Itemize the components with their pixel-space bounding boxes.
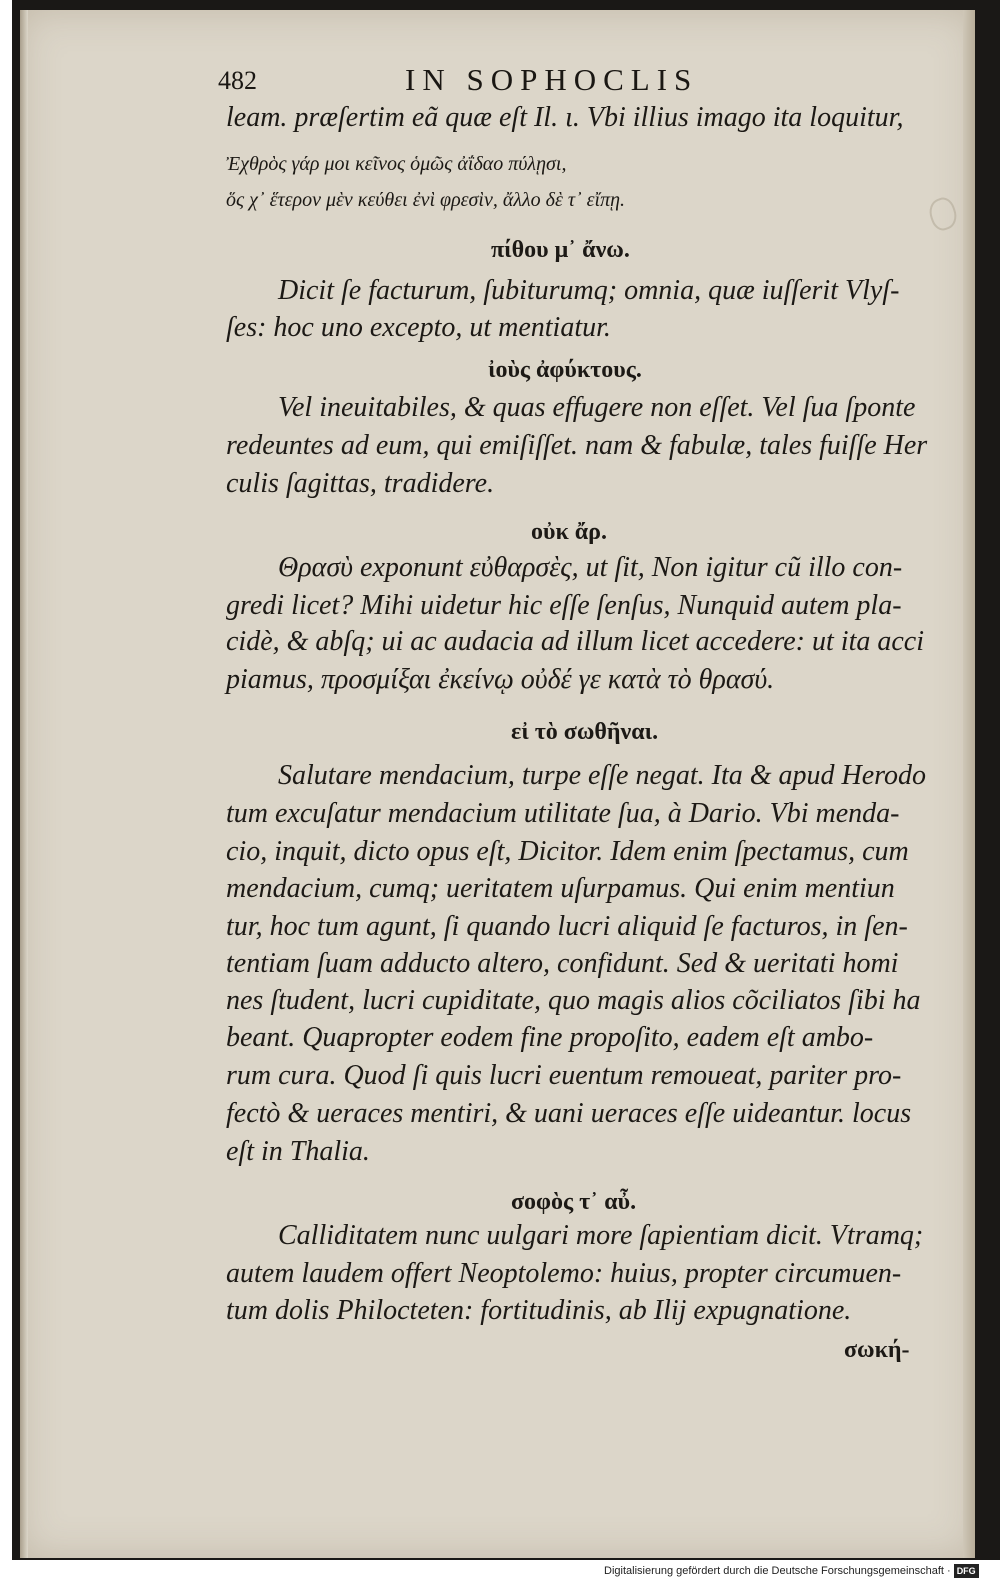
digitization-credit: [604, 1560, 1000, 1582]
text-line: gredi licet? Mihi uidetur hic eſſe ſenſus, Nunquid autem pla-: [226, 590, 902, 621]
lemma-heading: σοφὸς τ᾽ αὖ.: [511, 1189, 637, 1215]
text-line: Calliditatem nunc uulgari more ſapientiam dicit. Vtramq;: [278, 1220, 924, 1251]
text-line: eſt in Thalia.: [226, 1136, 370, 1167]
text-line: tum excuſatur mendacium utilitate ſua, à Dario. Vbi menda-: [226, 798, 900, 829]
greek-quote-line: Ἐχθρὸς γάρ μοι κεῖνος ὁμῶς ἀΐδαο πύλῃσι,: [226, 153, 567, 175]
lemma-heading: πίθου μ᾽ ἄνω.: [491, 237, 630, 263]
text-line: rum cura. Quod ſi quis lucri euentum remoueat, pariter pro-: [226, 1060, 902, 1091]
page-gutter-shadow: [20, 10, 28, 1558]
text-line: leam. præſertim eã quæ eſt Il. ι. Vbi illius imago ita loquitur,: [226, 102, 904, 133]
text-line: mendacium, cumq; ueritatem uſurpamus. Qui enim mentiun: [226, 873, 895, 904]
text-line: redeuntes ad eum, qui emiſiſſet. nam & fabulæ, tales fuiſſe Her: [226, 430, 928, 461]
text-line: cio, inquit, dicto opus eſt, Dicitor. Idem enim ſpectamus, cum: [226, 836, 909, 867]
text-line: autem laudem offert Neoptolemo: huius, propter circumuen-: [226, 1258, 902, 1289]
text-line: tentiam ſuam adducto altero, confidunt. Sed & ueritati homi: [226, 948, 899, 979]
lemma-heading: ἰοὺς ἀφύκτους.: [488, 357, 642, 383]
text-line: piamus, προσμίξαι ἐκείνῳ οὐδέ γε κατὰ τὸ θρασύ.: [226, 664, 775, 695]
dfg-logo: DFG: [954, 1564, 979, 1578]
text-line: fectò & ueraces mentiri, & uani ueraces eſſe uideantur. locus: [226, 1098, 912, 1129]
text-line: Θρασὺ exponunt εὐθαρσὲς, ut ſit, Non igitur cũ illo con-: [278, 552, 903, 583]
text-line: Salutare mendacium, turpe eſſe negat. Ita & apud Herodo: [278, 760, 927, 791]
text-line: tur, hoc tum agunt, ſi quando lucri aliquid ſe facturos, in ſen-: [226, 911, 908, 942]
text-line: beant. Quapropter eodem fine propoſito, eadem eſt ambo-: [226, 1022, 874, 1053]
running-title: IN SOPHOCLIS: [405, 62, 699, 97]
lemma-heading: οὐκ ἄρ.: [531, 519, 608, 545]
page-number: 482: [218, 66, 257, 95]
text-line: Vel ineuitabiles, & quas effugere non eſſet. Vel ſua ſponte: [278, 392, 916, 423]
text-line: cidè, & abſq; ui ac audacia ad illum licet accedere: ut ita acci: [226, 626, 924, 657]
text-line: nes ſtudent, lucri cupiditate, quo magis alios cõciliatos ſibi ha: [226, 985, 921, 1016]
greek-quote-line: ὅς χ᾽ ἕτερον μὲν κεύθει ἐνὶ φρεσὶν, ἄλλο δὲ τ᾽ εἴπῃ.: [226, 189, 626, 211]
lemma-heading: εἰ τὸ σωθῆναι.: [511, 719, 659, 745]
catchword: σωκή-: [844, 1337, 910, 1363]
text-line: ſes: hoc uno excepto, ut mentiatur.: [226, 312, 611, 343]
text-line: Dicit ſe facturum, ſubiturumq; omnia, quæ iuſſerit Vlyſ-: [278, 275, 900, 306]
credit-text: Digitalisierung gefördert durch die Deutsche Forschungsgemeinschaft ·: [604, 1565, 951, 1577]
text-line: tum dolis Philocteten: fortitudinis, ab Ilij expugnatione.: [226, 1295, 852, 1326]
page-fore-edge: [963, 10, 975, 1558]
text-line: culis ſagittas, tradidere.: [226, 468, 495, 499]
